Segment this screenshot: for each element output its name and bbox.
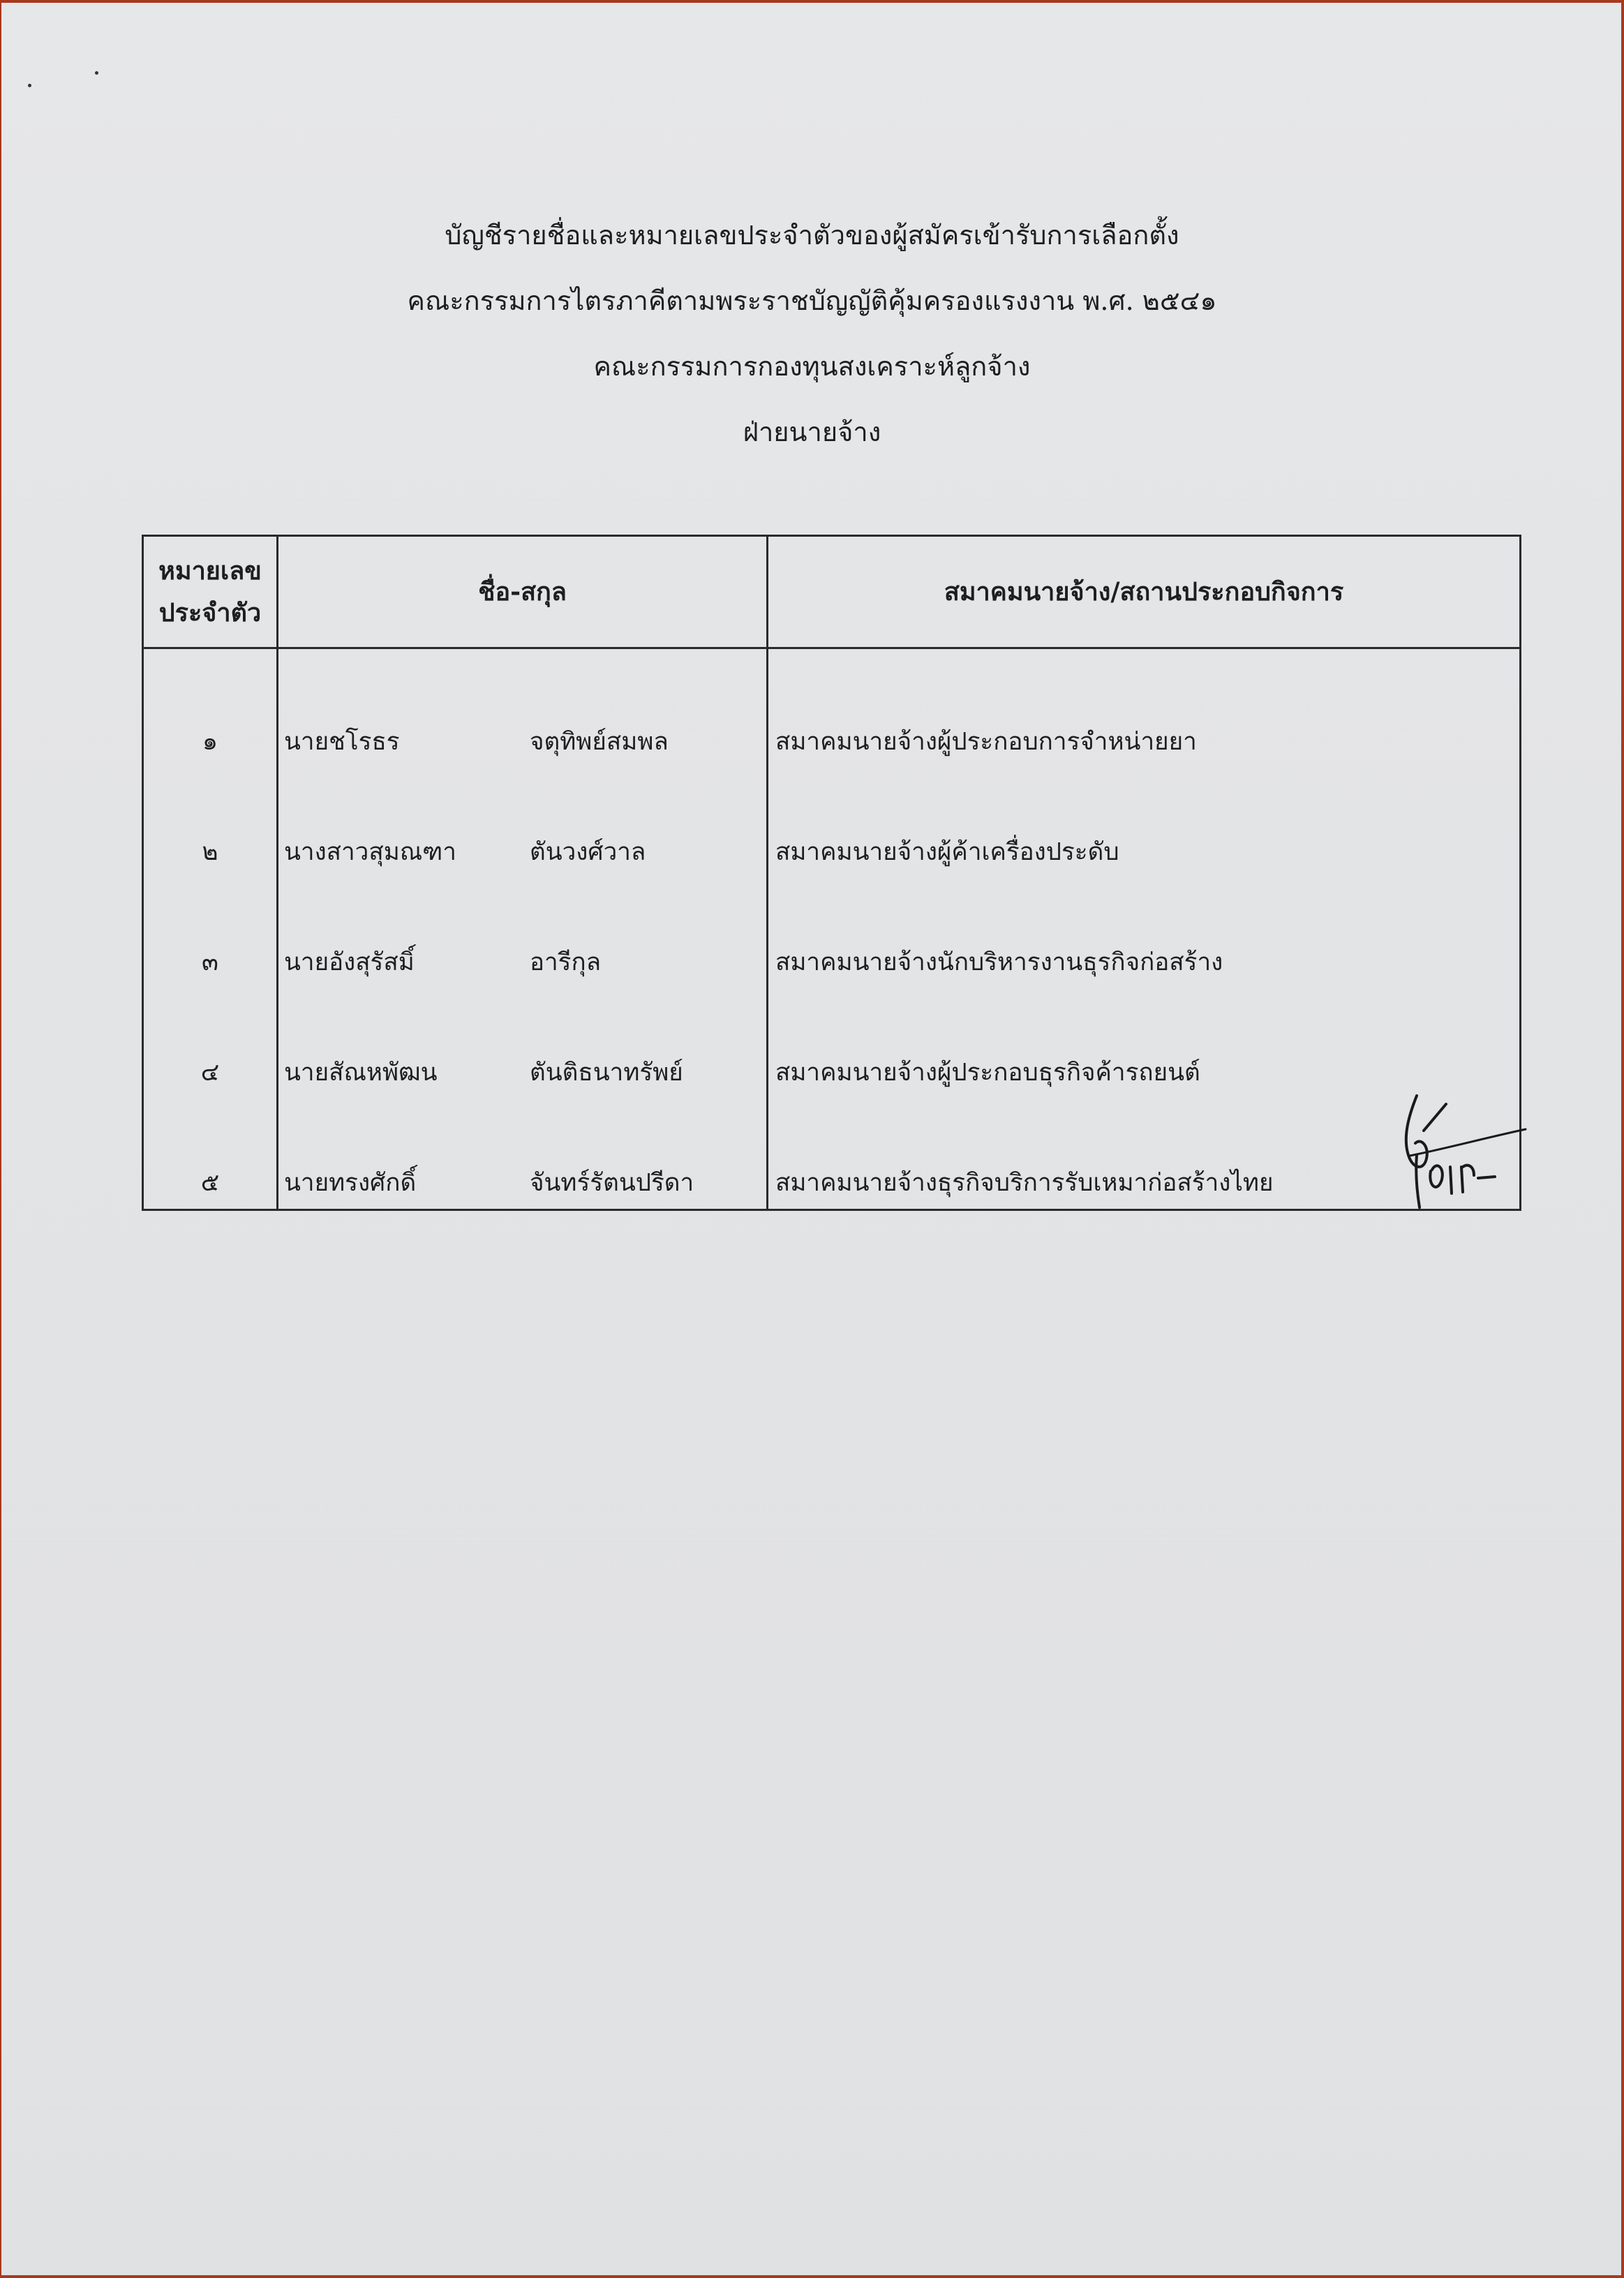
row-name [278, 648, 768, 768]
last-name: ตันติธนาทรัพย์ [530, 1059, 683, 1087]
document-title-block [0, 202, 1624, 465]
title-line-1: บัญชีรายชื่อและหมายเลขประจำตัวของผู้สมัครเข้ารับการเลือกตั้ง [445, 220, 1179, 251]
header-id-number [143, 536, 278, 648]
row-number: ๓ [143, 878, 278, 988]
handwritten-signature-icon [1396, 1089, 1528, 1214]
scan-speck [28, 84, 31, 87]
table-row [143, 1099, 1521, 1210]
table-row [143, 988, 1521, 1099]
last-name: จตุทิพย์สมพล [530, 728, 669, 756]
header-id-line-2: ประจำตัว [158, 598, 262, 627]
title-line-2: คณะกรรมการไตรภาคีตามพระราชบัญญัติคุ้มครองแรงงาน พ.ศ. ๒๕๔๑ [407, 285, 1217, 316]
row-name [278, 768, 768, 878]
last-name: อารีกุล [530, 948, 602, 976]
row-number: ๕ [143, 1099, 278, 1210]
row-number: ๑ [143, 648, 278, 768]
row-association: สมาคมนายจ้างธุรกิจบริการรับเหมาก่อสร้างไทย [768, 1099, 1521, 1210]
scan-speck [95, 71, 98, 75]
row-association: สมาคมนายจ้างผู้ค้าเครื่องประดับ [768, 768, 1521, 878]
first-name: นางสาวสุมณฑา [284, 838, 456, 866]
first-name: นายชโรธร [284, 728, 400, 756]
candidate-table [142, 535, 1521, 1211]
table-row [143, 648, 1521, 768]
row-number: ๒ [143, 768, 278, 878]
first-name: นายสัณหพัฒน [284, 1059, 438, 1087]
table-row [143, 878, 1521, 988]
first-name: นายอังสุรัสมิ์ [284, 948, 415, 976]
first-name: นายทรงศักดิ์ [284, 1169, 417, 1197]
last-name: จันทร์รัตนปรีดา [530, 1169, 694, 1197]
row-name [278, 1099, 768, 1210]
table-row [143, 768, 1521, 878]
last-name: ตันวงศ์วาล [530, 838, 646, 866]
row-number: ๔ [143, 988, 278, 1099]
header-name: ชื่อ-สกุล [278, 536, 768, 648]
title-line-4: ฝ่ายนายจ้าง [743, 417, 881, 447]
row-association: สมาคมนายจ้างผู้ประกอบธุรกิจค้ารถยนต์ [768, 988, 1521, 1099]
row-association: สมาคมนายจ้างนักบริหารงานธุรกิจก่อสร้าง [768, 878, 1521, 988]
header-association: สมาคมนายจ้าง/สถานประกอบกิจการ [768, 536, 1521, 648]
row-association: สมาคมนายจ้างผู้ประกอบการจำหน่ายยา [768, 648, 1521, 768]
table-header-row [143, 536, 1521, 648]
title-line-3: คณะกรรมการกองทุนสงเคราะห์ลูกจ้าง [593, 351, 1031, 382]
header-id-line-1: หมายเลข [158, 556, 262, 586]
row-name [278, 878, 768, 988]
row-name [278, 988, 768, 1099]
